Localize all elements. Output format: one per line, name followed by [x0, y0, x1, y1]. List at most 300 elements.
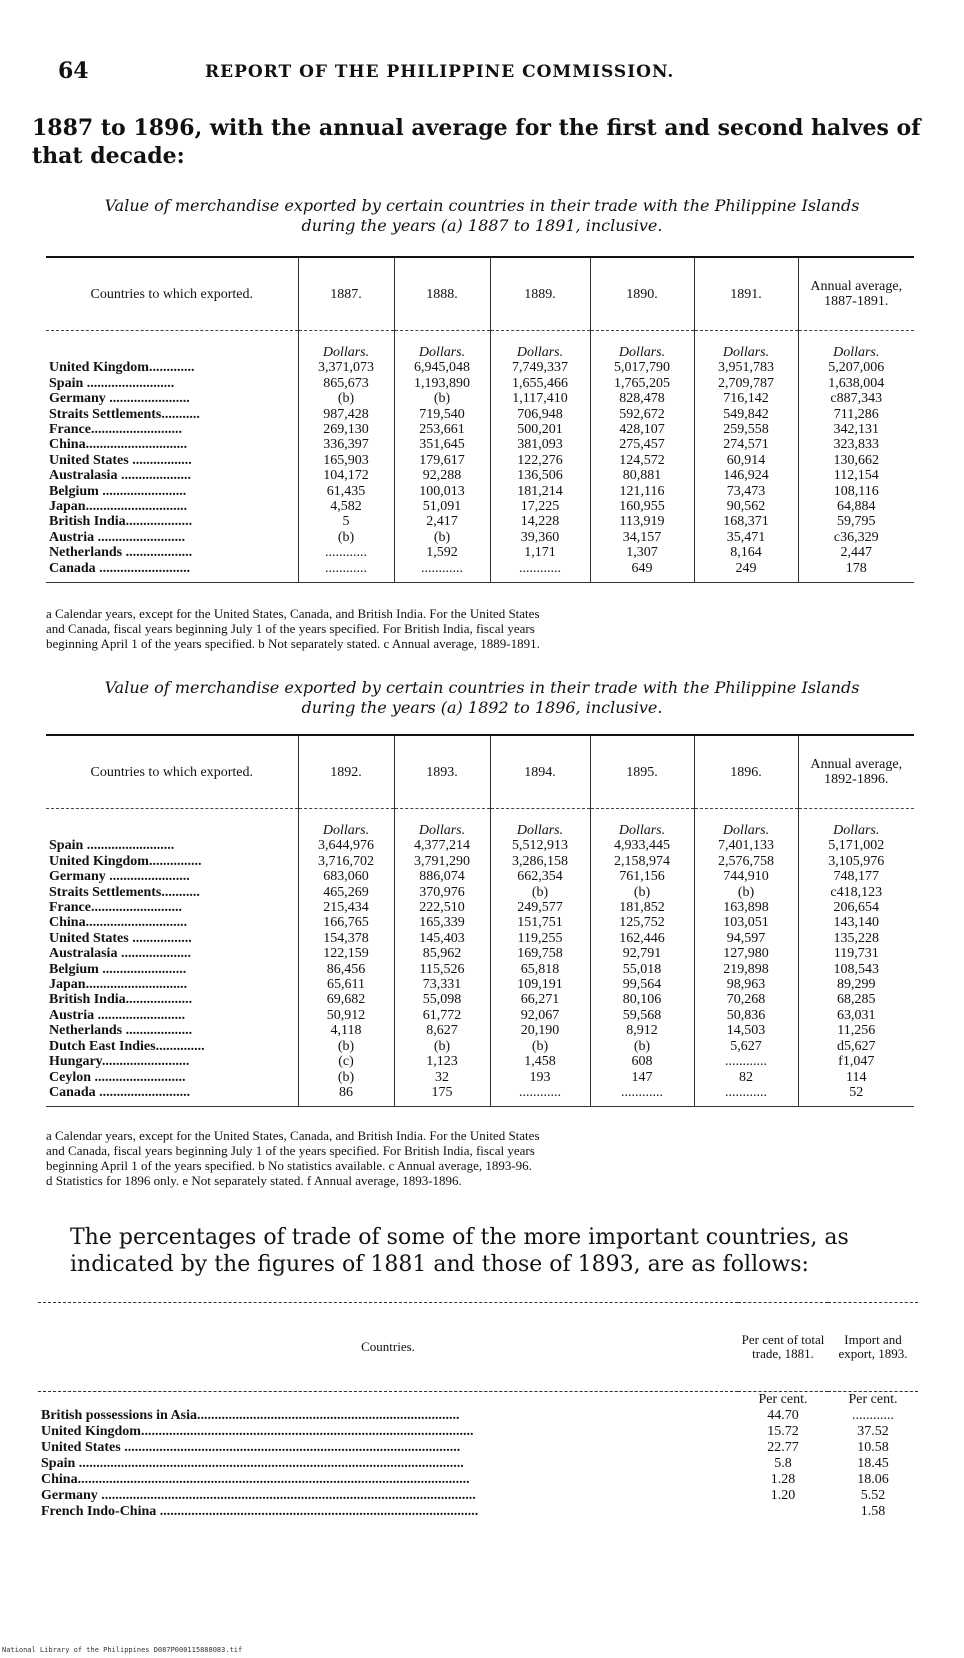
value-cell: 162,446: [590, 931, 694, 946]
value-cell: (b): [590, 885, 694, 900]
country-name: United Kingdom...............: [49, 853, 202, 869]
value-cell: 608: [590, 1054, 694, 1069]
value-cell: 18.45: [857, 1456, 889, 1471]
table2: [46, 734, 914, 1107]
table2-row: [46, 854, 914, 869]
value-cell: 65,818: [490, 962, 590, 977]
value-cell: 336,397: [298, 437, 394, 452]
country-name: Canada ..........................: [46, 1085, 298, 1107]
table3-row: [38, 1472, 918, 1488]
country-name: Japan.............................: [49, 977, 188, 993]
table3-column-header: Import and export, 1893.: [828, 1303, 918, 1392]
country-name: French Indo-China ...........................................................................................: [41, 1504, 479, 1519]
value-cell: 80,881: [590, 468, 694, 483]
value-cell: 428,107: [590, 422, 694, 437]
value-cell: 1,171: [490, 545, 590, 560]
value-cell: ............: [490, 1085, 590, 1107]
table1-caption: [32, 196, 932, 236]
value-cell: 119,255: [490, 931, 590, 946]
value-cell: 249: [694, 561, 798, 583]
country-name: United States ................................................................................................: [41, 1440, 461, 1455]
value-cell: 108,543: [798, 962, 914, 977]
value-cell: (b): [490, 1039, 590, 1054]
value-cell: 73,331: [394, 977, 490, 992]
table2-column-header: Countries to which exported.: [46, 735, 298, 809]
value-cell: 500,201: [490, 422, 590, 437]
value-cell: 1.20: [770, 1488, 796, 1503]
value-cell: 61,772: [394, 1008, 490, 1023]
value-cell: 70,268: [694, 992, 798, 1007]
table1-footnote-line: a Calendar years, except for the United States, Canada, and British India. For the United States: [46, 606, 540, 621]
country-name: Austria .........................: [49, 529, 186, 545]
table1-row: [46, 499, 914, 514]
value-cell: 865,673: [298, 376, 394, 391]
table1-column-header: Countries to which exported.: [46, 257, 298, 331]
value-cell: ............: [852, 1408, 894, 1423]
table1-unit-cell: Dollars.: [394, 331, 490, 361]
table2-column-header: 1896.: [694, 735, 798, 809]
value-cell: 5,207,006: [798, 360, 914, 375]
table2-units-row: [46, 809, 914, 839]
value-cell: 649: [590, 561, 694, 583]
value-cell: ............: [394, 561, 490, 583]
table2-unit-cell: Dollars.: [394, 809, 490, 839]
table1-row: [46, 453, 914, 468]
value-cell: ............: [298, 561, 394, 583]
value-cell: 63,031: [798, 1008, 914, 1023]
value-cell: 662,354: [490, 869, 590, 884]
value-cell: 92,288: [394, 468, 490, 483]
value-cell: 22.77: [767, 1440, 799, 1455]
value-cell: 8,164: [694, 545, 798, 560]
value-cell: (b): [298, 1039, 394, 1054]
country-name: United States .................: [49, 930, 192, 946]
value-cell: 2,158,974: [590, 854, 694, 869]
value-cell: ............: [590, 1085, 694, 1107]
table2-row: [46, 885, 914, 900]
country-name: China................................................................................................................: [41, 1472, 470, 1487]
page-number: 64: [58, 58, 89, 84]
value-cell: 92,791: [590, 946, 694, 961]
value-cell: 592,672: [590, 407, 694, 422]
value-cell: 122,276: [490, 453, 590, 468]
table2-row: [46, 1039, 914, 1054]
table2-row: [46, 900, 914, 915]
table1-unit-cell: [46, 331, 298, 361]
table3: [38, 1302, 918, 1520]
value-cell: 127,980: [694, 946, 798, 961]
value-cell: 122,159: [298, 946, 394, 961]
value-cell: 112,154: [798, 468, 914, 483]
table3-units-row: [38, 1392, 918, 1409]
value-cell: 370,976: [394, 885, 490, 900]
table3-column-header: Per cent of total trade, 1881.: [738, 1303, 828, 1392]
country-name: Belgium ........................: [49, 961, 187, 977]
value-cell: 253,661: [394, 422, 490, 437]
value-cell: 169,758: [490, 946, 590, 961]
value-cell: 125,752: [590, 915, 694, 930]
value-cell: 66,271: [490, 992, 590, 1007]
value-cell: 130,662: [798, 453, 914, 468]
country-name: China.............................: [49, 437, 188, 453]
value-cell: 104,172: [298, 468, 394, 483]
value-cell: 181,214: [490, 484, 590, 499]
value-cell: 1,655,466: [490, 376, 590, 391]
value-cell: 55,018: [590, 962, 694, 977]
value-cell: 6,945,048: [394, 360, 490, 375]
table1-column-header: 1890.: [590, 257, 694, 331]
table1-unit-cell: Dollars.: [490, 331, 590, 361]
country-name: Netherlands ...................: [49, 1023, 193, 1039]
value-cell: 1,117,410: [490, 391, 590, 406]
value-cell: 64,884: [798, 499, 914, 514]
country-name: British India...................: [49, 514, 193, 530]
value-cell: 168,371: [694, 514, 798, 529]
table2-row: [46, 946, 914, 961]
value-cell: (b): [394, 391, 490, 406]
value-cell: 60,914: [694, 453, 798, 468]
value-cell: 80,106: [590, 992, 694, 1007]
table2-row: [46, 1054, 914, 1069]
value-cell: 59,795: [798, 514, 914, 529]
value-cell: 719,540: [394, 407, 490, 422]
value-cell: 165,903: [298, 453, 394, 468]
value-cell: 8,912: [590, 1023, 694, 1038]
table1-footnote-line: beginning April 1 of the years specified. b Not separately stated. c Annual average, 1889-1891.: [46, 636, 540, 651]
country-name: Australasia ....................: [49, 946, 191, 962]
value-cell: 381,093: [490, 437, 590, 452]
value-cell: 135,228: [798, 931, 914, 946]
table2-footnote-line: and Canada, fiscal years beginning July 1 of the years specified. For British India, fiscal years: [46, 1143, 535, 1158]
value-cell: 160,955: [590, 499, 694, 514]
value-cell: 711,286: [798, 407, 914, 422]
table1-column-header: 1888.: [394, 257, 490, 331]
table2-unit-cell: Dollars.: [590, 809, 694, 839]
value-cell: 2,576,758: [694, 854, 798, 869]
value-cell: 275,457: [590, 437, 694, 452]
country-name: Hungary.........................: [49, 1054, 190, 1070]
country-name: Straits Settlements...........: [49, 884, 200, 900]
country-name: British India...................: [49, 992, 193, 1008]
table1-column-header: 1891.: [694, 257, 798, 331]
value-cell: 744,910: [694, 869, 798, 884]
table2-unit-cell: [46, 809, 298, 839]
value-cell: 69,682: [298, 992, 394, 1007]
country-name: Belgium ........................: [49, 483, 187, 499]
value-cell: 92,067: [490, 1008, 590, 1023]
value-cell: 115,526: [394, 962, 490, 977]
value-cell: 1,193,890: [394, 376, 490, 391]
value-cell: 11,256: [798, 1023, 914, 1038]
value-cell: 8,627: [394, 1023, 490, 1038]
table2-column-header: 1895.: [590, 735, 694, 809]
value-cell: 274,571: [694, 437, 798, 452]
value-cell: 37.52: [857, 1424, 889, 1439]
country-name: United Kingdom...............................................................................................: [41, 1424, 474, 1439]
value-cell: 151,751: [490, 915, 590, 930]
value-cell: 100,013: [394, 484, 490, 499]
table2-row: [46, 977, 914, 992]
table3-row: [38, 1488, 918, 1504]
value-cell: 39,360: [490, 530, 590, 545]
table1-column-header: 1887.: [298, 257, 394, 331]
table2-row: [46, 1085, 914, 1107]
table1-header-row: [46, 257, 914, 331]
table1-units-row: [46, 331, 914, 361]
table1-row: [46, 376, 914, 391]
table3-unit-cell: Per cent.: [848, 1392, 898, 1407]
value-cell: 163,898: [694, 900, 798, 915]
value-cell: 86: [298, 1085, 394, 1107]
value-cell: 3,791,290: [394, 854, 490, 869]
table2-row: [46, 1023, 914, 1038]
table2-caption-line2: during the years (a) 1892 to 1896, inclusive.: [301, 698, 663, 717]
value-cell: (b): [298, 1070, 394, 1085]
value-cell: 761,156: [590, 869, 694, 884]
value-cell: 1,458: [490, 1054, 590, 1069]
value-cell: 32: [394, 1070, 490, 1085]
value-cell: 121,116: [590, 484, 694, 499]
country-name: France..........................: [49, 422, 182, 438]
table3-unit-cell: Per cent.: [758, 1392, 808, 1407]
value-cell: 35,471: [694, 530, 798, 545]
value-cell: 716,142: [694, 391, 798, 406]
value-cell: 109,191: [490, 977, 590, 992]
value-cell: 15.72: [767, 1424, 799, 1439]
table2-column-header: Annual average, 1892-1896.: [798, 735, 914, 809]
table3-column-header: Countries.: [38, 1303, 738, 1392]
value-cell: 1.58: [860, 1504, 886, 1519]
value-cell: 108,116: [798, 484, 914, 499]
value-cell: 5,017,790: [590, 360, 694, 375]
country-name: Spain .........................: [49, 838, 175, 854]
value-cell: 342,131: [798, 422, 914, 437]
table1-body: [46, 331, 914, 583]
value-cell: 68,285: [798, 992, 914, 1007]
table1-row: [46, 422, 914, 437]
value-cell: 85,962: [394, 946, 490, 961]
value-cell: (b): [590, 1039, 694, 1054]
country-name: Germany .......................: [49, 391, 190, 407]
table1-row: [46, 484, 914, 499]
value-cell: 4,933,445: [590, 838, 694, 853]
value-cell: 706,948: [490, 407, 590, 422]
table1-row: [46, 360, 914, 375]
value-cell: 5,512,913: [490, 838, 590, 853]
value-cell: 5.8: [774, 1456, 792, 1471]
table2-caption: [32, 678, 932, 718]
value-cell: 55,098: [394, 992, 490, 1007]
table2-caption-line1: Value of merchandise exported by certain countries in their trade with the Philippine Islands: [104, 678, 860, 697]
value-cell: 7,749,337: [490, 360, 590, 375]
value-cell: 2,447: [798, 545, 914, 560]
country-name: Straits Settlements...........: [49, 406, 200, 422]
value-cell: (b): [694, 885, 798, 900]
value-cell: 323,833: [798, 437, 914, 452]
value-cell: 5,171,002: [798, 838, 914, 853]
value-cell: 1,765,205: [590, 376, 694, 391]
country-name: Netherlands ...................: [49, 545, 193, 561]
value-cell: 18.06: [857, 1472, 889, 1487]
value-cell: 1,123: [394, 1054, 490, 1069]
value-cell: 3,371,073: [298, 360, 394, 375]
table2-header-row: [46, 735, 914, 809]
table2-unit-cell: Dollars.: [798, 809, 914, 839]
country-name: Germany .......................: [49, 869, 190, 885]
table3-row: [38, 1408, 918, 1424]
table1-row: [46, 407, 914, 422]
scan-footer: National Library of the Philippines D087P000115888083.tif: [2, 1646, 243, 1654]
value-cell: 5: [298, 514, 394, 529]
value-cell: 82: [694, 1070, 798, 1085]
table3-header-row: [38, 1303, 918, 1392]
value-cell: 219,898: [694, 962, 798, 977]
value-cell: 99,564: [590, 977, 694, 992]
table2-row: [46, 931, 914, 946]
table1-footnote-line: and Canada, fiscal years beginning July 1 of the years specified. For British India, fiscal years: [46, 621, 535, 636]
country-name: British possessions in Asia...........................................................................: [41, 1408, 460, 1423]
value-cell: 136,506: [490, 468, 590, 483]
value-cell: 5,627: [694, 1039, 798, 1054]
table2-row: [46, 962, 914, 977]
value-cell: 14,503: [694, 1023, 798, 1038]
value-cell: 249,577: [490, 900, 590, 915]
table3-row: [38, 1424, 918, 1440]
country-name: Germany ...........................................................................................................: [41, 1488, 476, 1503]
value-cell: 65,611: [298, 977, 394, 992]
value-cell: 124,572: [590, 453, 694, 468]
value-cell: 143,140: [798, 915, 914, 930]
value-cell: 269,130: [298, 422, 394, 437]
value-cell: 215,434: [298, 900, 394, 915]
value-cell: 828,478: [590, 391, 694, 406]
value-cell: 175: [394, 1085, 490, 1107]
table2-column-header: 1892.: [298, 735, 394, 809]
table2-unit-cell: Dollars.: [298, 809, 394, 839]
country-name: Spain ..............................................................................................................: [41, 1456, 464, 1471]
value-cell: 73,473: [694, 484, 798, 499]
value-cell: 34,157: [590, 530, 694, 545]
table2-column-header: 1894.: [490, 735, 590, 809]
table3-row: [38, 1440, 918, 1456]
country-name: Australasia ....................: [49, 468, 191, 484]
value-cell: 2,417: [394, 514, 490, 529]
table1-row: [46, 468, 914, 483]
table2-body: [46, 809, 914, 1107]
table1-row: [46, 391, 914, 406]
table2-unit-cell: Dollars.: [490, 809, 590, 839]
value-cell: 119,731: [798, 946, 914, 961]
table2-row: [46, 915, 914, 930]
value-cell: 549,842: [694, 407, 798, 422]
value-cell: ............: [694, 1054, 798, 1069]
value-cell: 3,644,976: [298, 838, 394, 853]
table2-row: [46, 1008, 914, 1023]
country-name: United States .................: [49, 452, 192, 468]
value-cell: 50,912: [298, 1008, 394, 1023]
value-cell: 147: [590, 1070, 694, 1085]
value-cell: 103,051: [694, 915, 798, 930]
value-cell: ............: [694, 1085, 798, 1107]
value-cell: 4,582: [298, 499, 394, 514]
value-cell: 987,428: [298, 407, 394, 422]
value-cell: 17,225: [490, 499, 590, 514]
value-cell: 4,377,214: [394, 838, 490, 853]
value-cell: 4,118: [298, 1023, 394, 1038]
value-cell: f1,047: [798, 1054, 914, 1069]
table3-unit-cell: [38, 1392, 738, 1409]
value-cell: 181,852: [590, 900, 694, 915]
table1-row: [46, 437, 914, 452]
value-cell: ............: [490, 561, 590, 583]
value-cell: c887,343: [798, 391, 914, 406]
country-name: Japan.............................: [49, 499, 188, 515]
value-cell: 222,510: [394, 900, 490, 915]
value-cell: 51,091: [394, 499, 490, 514]
value-cell: 20,190: [490, 1023, 590, 1038]
value-cell: 165,339: [394, 915, 490, 930]
value-cell: c36,329: [798, 530, 914, 545]
value-cell: 98,963: [694, 977, 798, 992]
value-cell: 206,654: [798, 900, 914, 915]
value-cell: ............: [298, 545, 394, 560]
value-cell: 465,269: [298, 885, 394, 900]
table1: [46, 256, 914, 583]
value-cell: 113,919: [590, 514, 694, 529]
table1-unit-cell: Dollars.: [694, 331, 798, 361]
table2-row: [46, 869, 914, 884]
table1-column-header: 1889.: [490, 257, 590, 331]
country-name: Austria .........................: [49, 1007, 186, 1023]
table2-row: [46, 1070, 914, 1085]
value-cell: 1.28: [770, 1472, 796, 1487]
value-cell: 59,568: [590, 1008, 694, 1023]
value-cell: d5,627: [798, 1039, 914, 1054]
value-cell: (b): [490, 885, 590, 900]
value-cell: 1,592: [394, 545, 490, 560]
percentages-paragraph: The percentages of trade of some of the more important countries, as indicated by the figures of 1881 and those of 1893, are as follows:: [70, 1225, 849, 1277]
table2-footnote-line: beginning April 1 of the years specified. b No statistics available. c Annual average, 1893-96.: [46, 1158, 532, 1173]
value-cell: 3,716,702: [298, 854, 394, 869]
table3-row: [38, 1456, 918, 1472]
value-cell: 178: [798, 561, 914, 583]
value-cell: 2,709,787: [694, 376, 798, 391]
table2-footnote-line: a Calendar years, except for the United States, Canada, and British India. For the United States: [46, 1128, 540, 1143]
value-cell: 44.70: [767, 1408, 799, 1423]
value-cell: 886,074: [394, 869, 490, 884]
value-cell: 193: [490, 1070, 590, 1085]
value-cell: 3,286,158: [490, 854, 590, 869]
table1-unit-cell: Dollars.: [298, 331, 394, 361]
value-cell: 94,597: [694, 931, 798, 946]
value-cell: 146,924: [694, 468, 798, 483]
table1-row: [46, 561, 914, 583]
value-cell: 166,765: [298, 915, 394, 930]
intro-text: 1887 to 1896, with the annual average for the first and second halves of that decade:: [32, 115, 921, 169]
table2-footnote-line: d Statistics for 1896 only. e Not separately stated. f Annual average, 1893-1896.: [46, 1173, 462, 1188]
country-name: Dutch East Indies..............: [49, 1038, 205, 1054]
table1-caption-line1: Value of merchandise exported by certain countries in their trade with the Philippine Islands: [104, 196, 860, 215]
value-cell: 14,228: [490, 514, 590, 529]
value-cell: (b): [394, 530, 490, 545]
value-cell: 154,378: [298, 931, 394, 946]
value-cell: 683,060: [298, 869, 394, 884]
country-name: Canada ..........................: [46, 561, 298, 583]
value-cell: 1,307: [590, 545, 694, 560]
value-cell: 52: [798, 1085, 914, 1107]
table2-row: [46, 992, 914, 1007]
value-cell: 7,401,133: [694, 838, 798, 853]
